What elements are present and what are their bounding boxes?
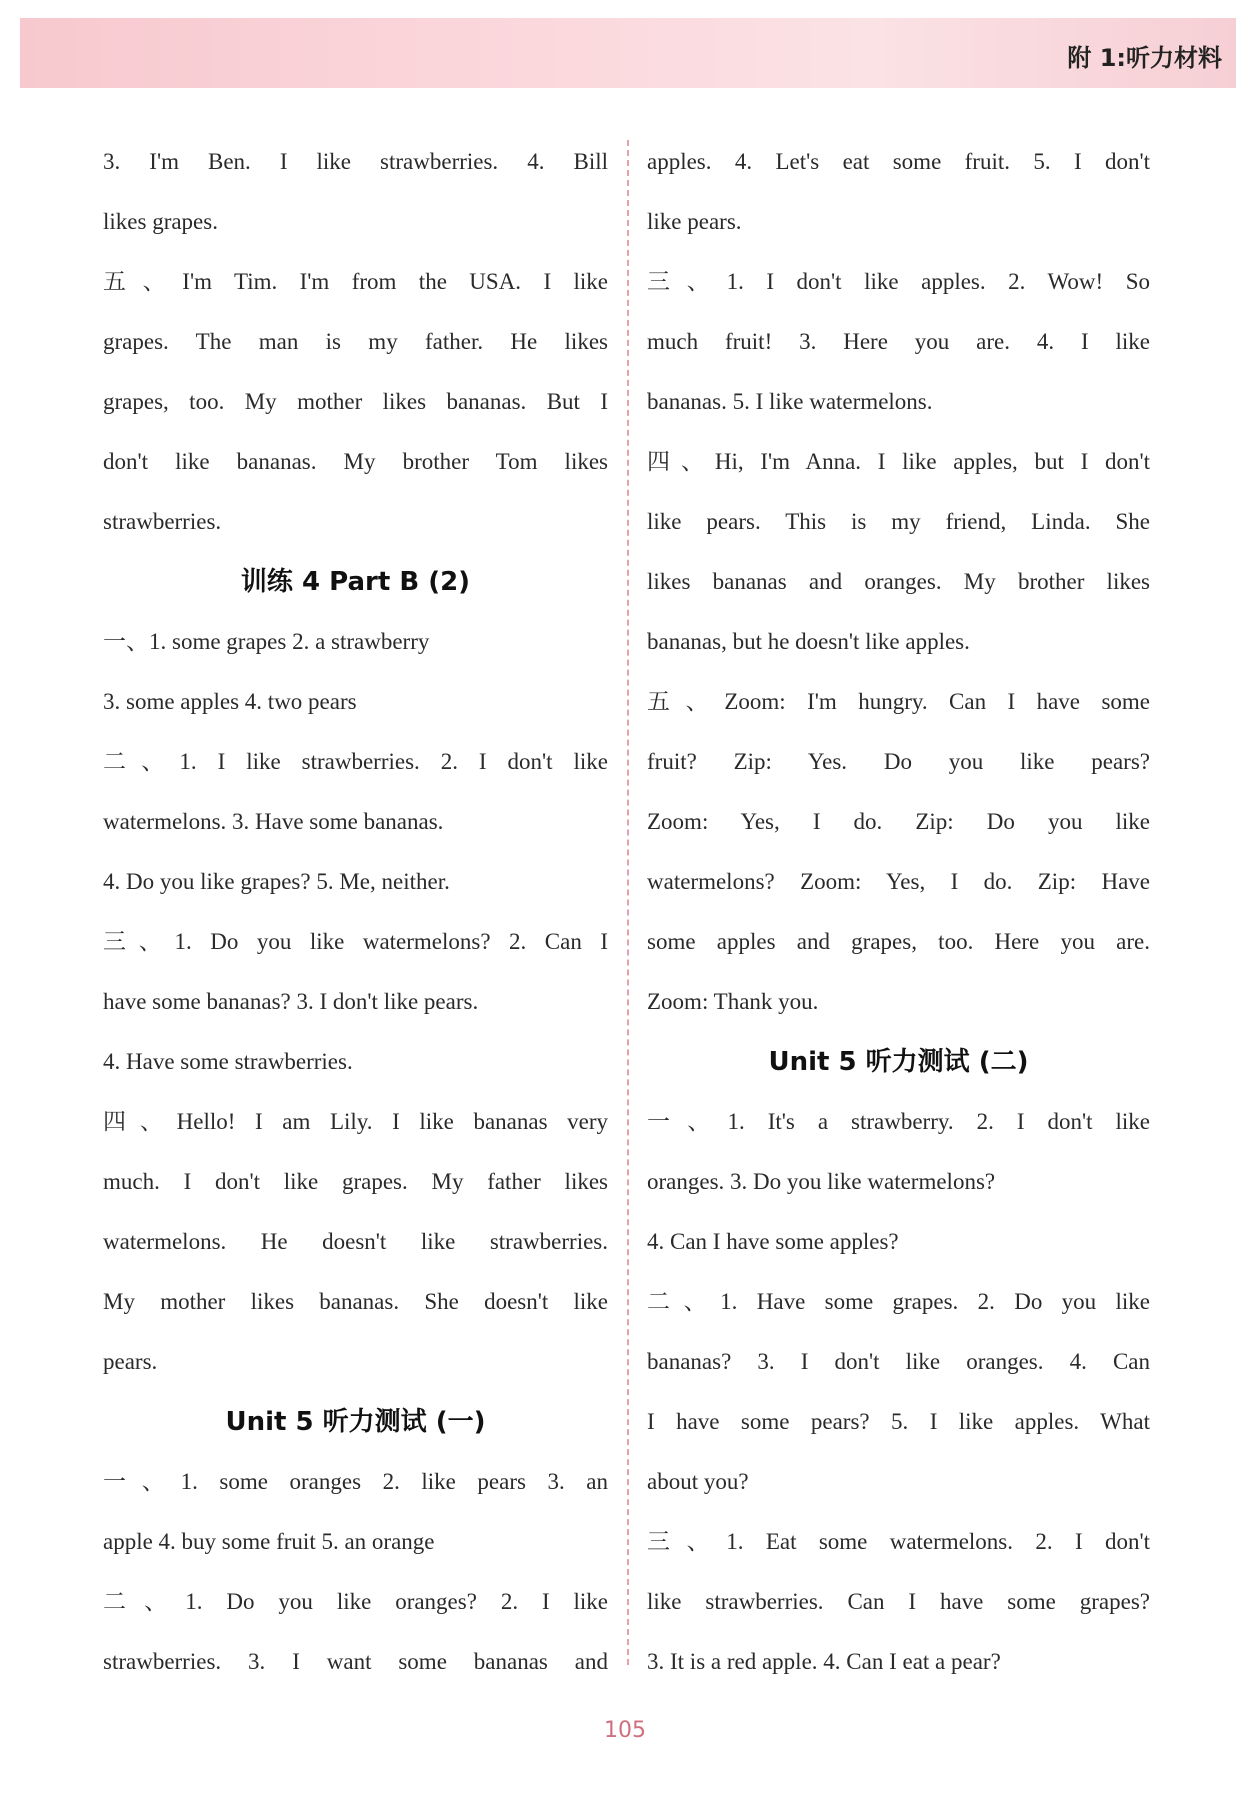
- text-line: 三、1. I don't like apples. 2. Wow! So: [647, 269, 1150, 294]
- text-line: apple 4. buy some fruit 5. an orange: [103, 1529, 435, 1554]
- text-line: I have some pears? 5. I like apples. What: [647, 1409, 1150, 1434]
- text-line: strawberries.: [103, 509, 222, 534]
- text-line: 一、1. It's a strawberry. 2. I don't like: [647, 1109, 1150, 1134]
- text-line: watermelons. 3. Have some bananas.: [103, 809, 444, 834]
- text-line: 3. It is a red apple. 4. Can I eat a pear?: [647, 1649, 1001, 1674]
- header-band: [20, 18, 1236, 88]
- page-header-title: 附 1:听力材料: [1067, 44, 1222, 72]
- right-column: [647, 132, 1150, 1692]
- text-line: like strawberries. Can I have some grapes?: [647, 1589, 1150, 1614]
- text-line: bananas. 5. I like watermelons.: [647, 389, 933, 414]
- text-line: strawberries. 3. I want some bananas and: [103, 1649, 608, 1674]
- column-divider: [627, 140, 629, 1665]
- text-line: 一、1. some oranges 2. like pears 3. an: [103, 1469, 608, 1494]
- text-line: pears.: [103, 1349, 158, 1374]
- text-line: 3. I'm Ben. I like strawberries. 4. Bill: [103, 149, 608, 174]
- text-line: 4. Do you like grapes? 5. Me, neither.: [103, 869, 450, 894]
- text-line: don't like bananas. My brother Tom likes: [103, 449, 608, 474]
- text-line: about you?: [647, 1469, 749, 1494]
- text-line: My mother likes bananas. She doesn't like: [103, 1289, 608, 1314]
- text-line: 一、1. some grapes 2. a strawberry: [103, 629, 430, 654]
- text-line: 五、I'm Tim. I'm from the USA. I like: [103, 269, 608, 294]
- text-line: 四、Hello! I am Lily. I like bananas very: [103, 1109, 608, 1134]
- text-line: like pears. This is my friend, Linda. She: [647, 509, 1150, 534]
- text-line: much. I don't like grapes. My father likes: [103, 1169, 608, 1194]
- text-line: 4. Have some strawberries.: [103, 1049, 353, 1074]
- text-line: grapes. The man is my father. He likes: [103, 329, 608, 354]
- text-line: much fruit! 3. Here you are. 4. I like: [647, 329, 1150, 354]
- section-heading: Unit 5 听力测试 (一): [225, 1407, 486, 1437]
- text-line: watermelons. He doesn't like strawberries.: [103, 1229, 608, 1254]
- text-line: 三、1. Do you like watermelons? 2. Can I: [103, 929, 608, 954]
- text-line: 二、1. Do you like oranges? 2. I like: [103, 1589, 608, 1614]
- section-heading: 训练 4 Part B (2): [240, 567, 471, 597]
- text-line: watermelons? Zoom: Yes, I do. Zip: Have: [647, 869, 1150, 894]
- text-line: some apples and grapes, too. Here you are.: [647, 929, 1150, 954]
- text-line: fruit? Zip: Yes. Do you like pears?: [647, 749, 1150, 774]
- text-line: oranges. 3. Do you like watermelons?: [647, 1169, 996, 1194]
- text-line: 3. some apples 4. two pears: [103, 689, 357, 714]
- page-number: 105: [604, 1718, 646, 1743]
- text-line: 二、1. Have some grapes. 2. Do you like: [647, 1289, 1150, 1314]
- text-line: 4. Can I have some apples?: [647, 1229, 899, 1254]
- text-line: Zoom: Thank you.: [647, 989, 819, 1014]
- text-line: like pears.: [647, 209, 742, 234]
- section-heading: Unit 5 听力测试 (二): [768, 1047, 1029, 1077]
- text-line: bananas, but he doesn't like apples.: [647, 629, 970, 654]
- text-line: 三、1. Eat some watermelons. 2. I don't: [647, 1529, 1150, 1554]
- text-line: likes grapes.: [103, 209, 218, 234]
- left-column: [103, 132, 608, 1692]
- text-line: have some bananas? 3. I don't like pears.: [103, 989, 479, 1014]
- text-line: 四、Hi, I'm Anna. I like apples, but I don't: [647, 449, 1150, 474]
- text-line: likes bananas and oranges. My brother likes: [647, 569, 1150, 594]
- text-line: apples. 4. Let's eat some fruit. 5. I don't: [647, 149, 1150, 174]
- text-line: Zoom: Yes, I do. Zip: Do you like: [647, 809, 1150, 834]
- text-line: 五、Zoom: I'm hungry. Can I have some: [647, 689, 1150, 714]
- text-line: bananas? 3. I don't like oranges. 4. Can: [647, 1349, 1150, 1374]
- text-line: 二、1. I like strawberries. 2. I don't like: [103, 749, 608, 774]
- text-line: grapes, too. My mother likes bananas. But I: [103, 389, 608, 414]
